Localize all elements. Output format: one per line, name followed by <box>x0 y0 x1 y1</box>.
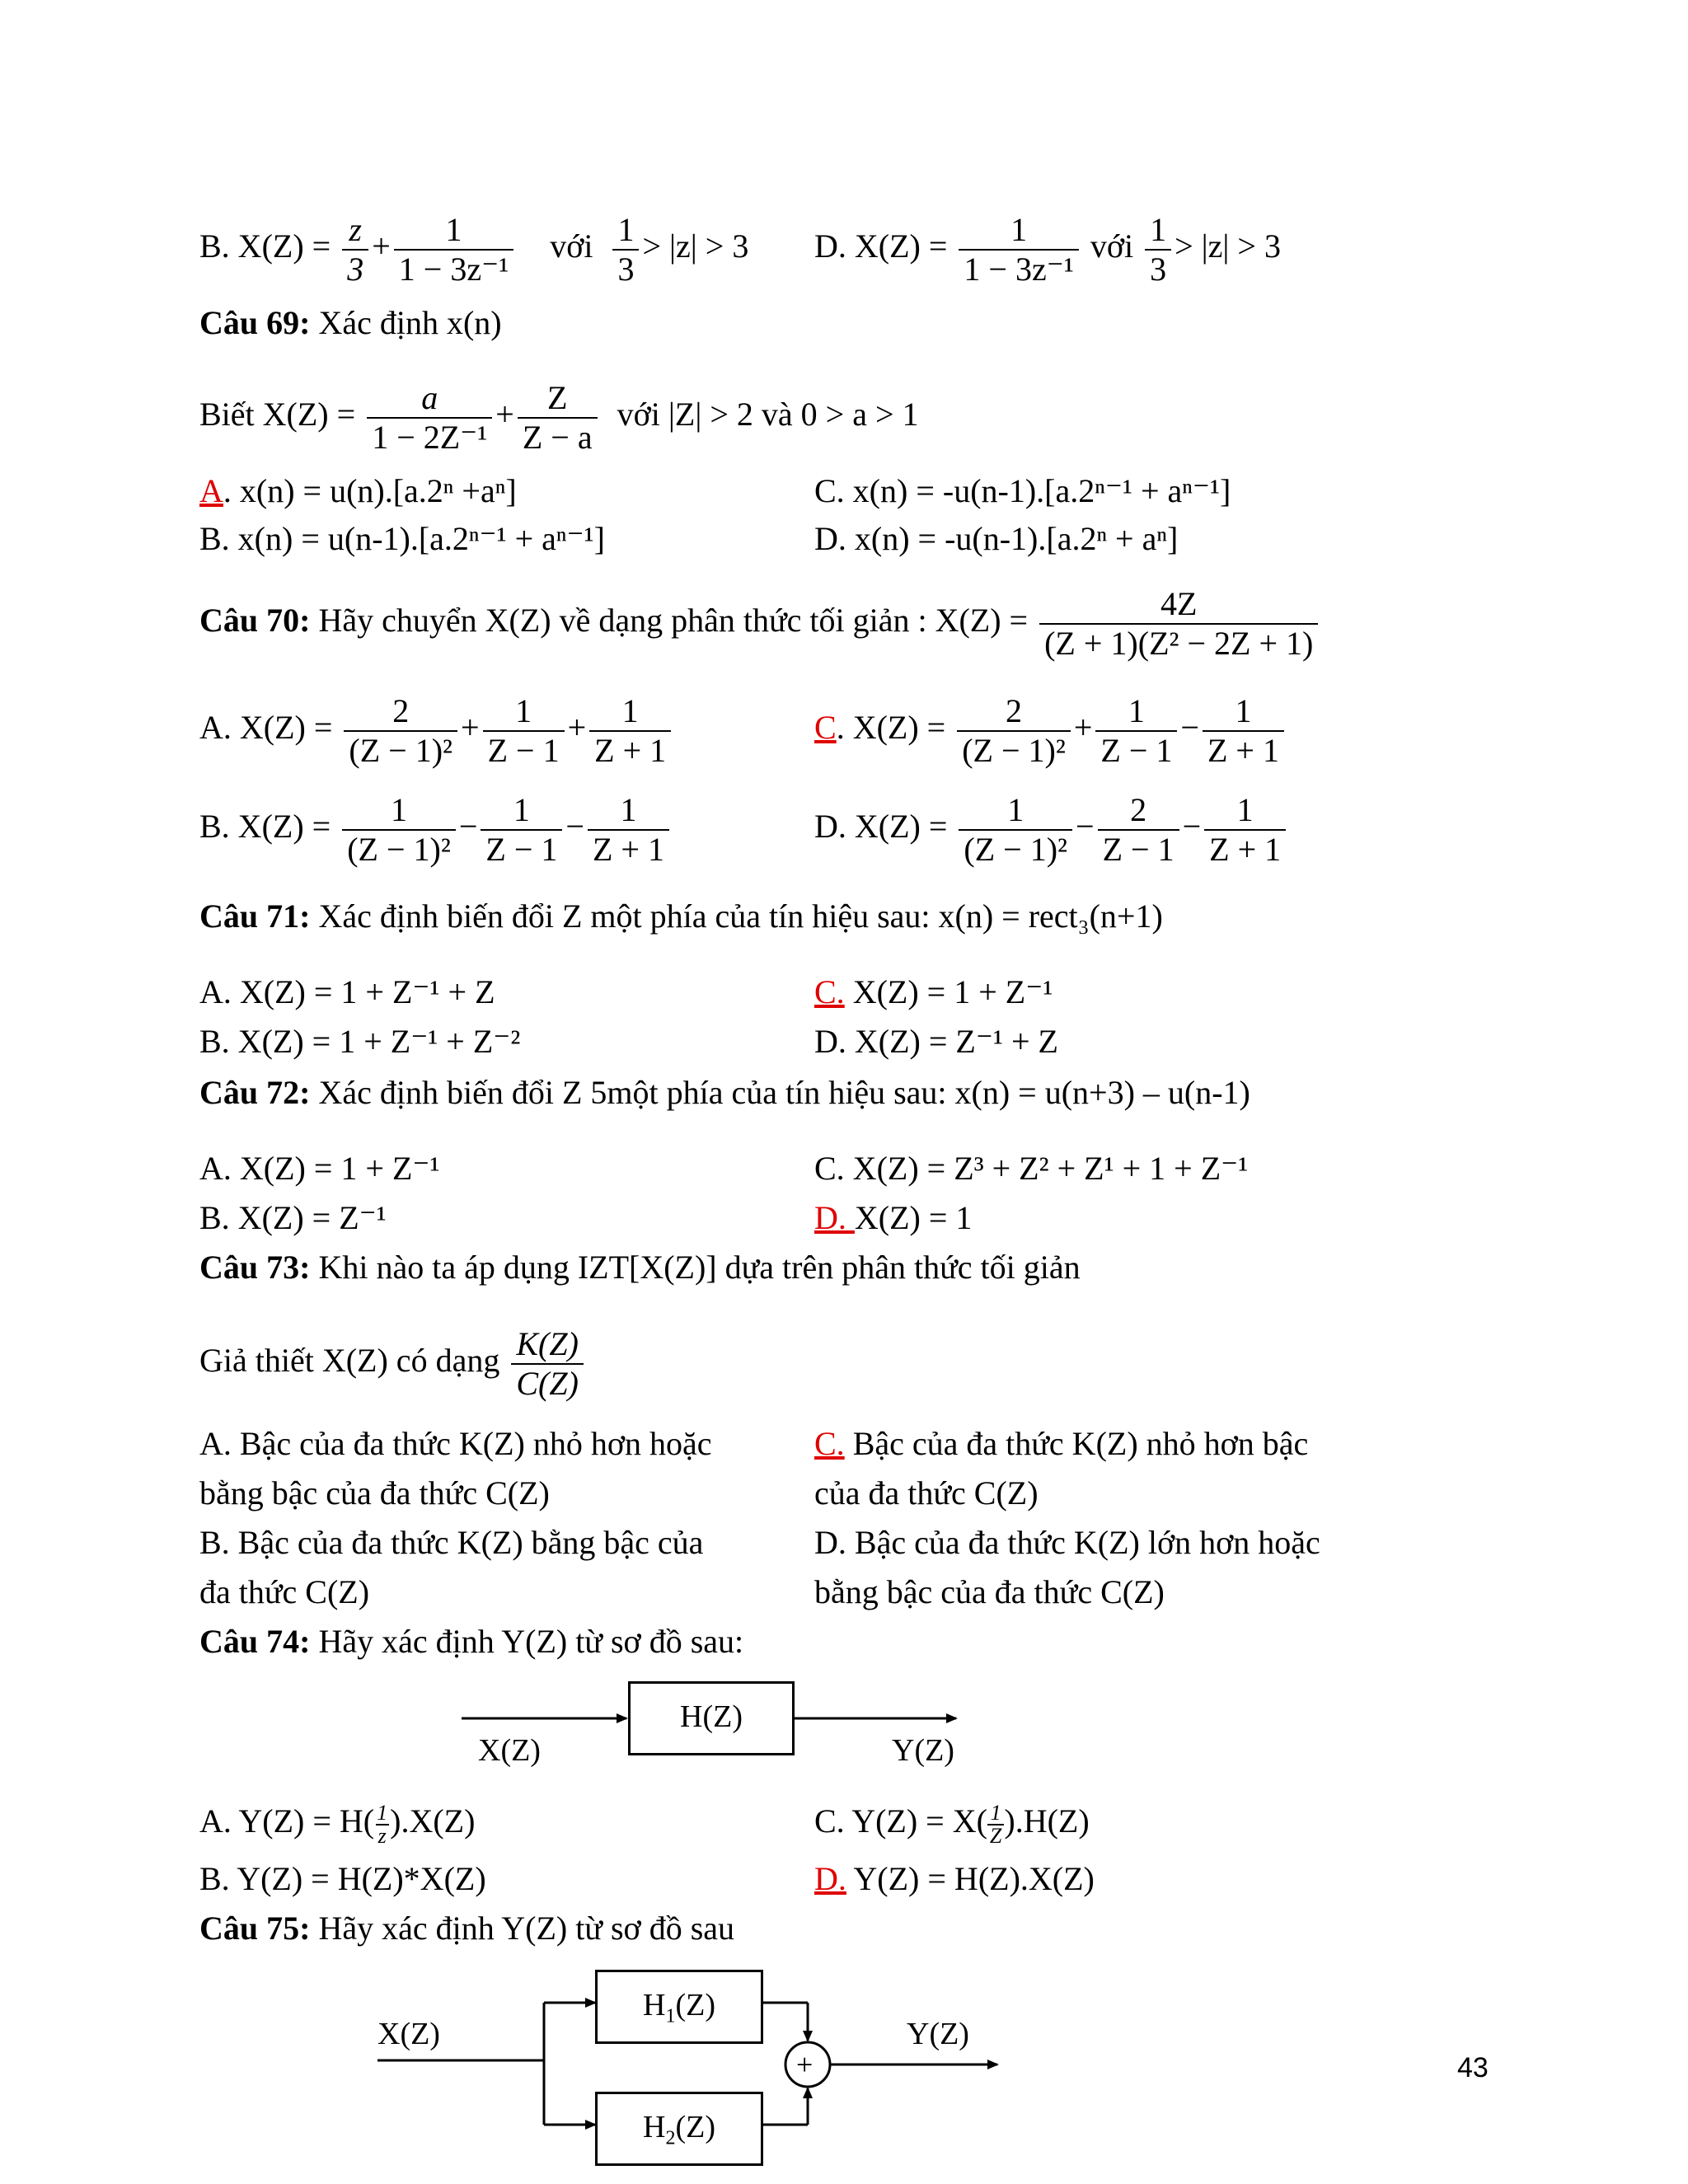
q73-option-a-cont: bằng bậc của đa thức C(Z) <box>199 1474 550 1511</box>
q70-option-d[interactable]: D. X(Z) = $\frac{1}{\text{(Z − 1)²}}$ − $\frac{2}{Z - 1}$ − $\frac{1}{Z + 1}$ <box>814 793 1289 867</box>
q70-option-b[interactable]: B. X(Z) = $\frac{1}{\text{(Z − 1)²}}$ − $\frac{1}{Z - 1}$ − $\frac{1}{Z + 1}$ <box>199 793 673 867</box>
q70-option-a[interactable]: A. X(Z) = $\frac{2}{\text{(Z − 1)²}}$ + $\frac{1}{Z - 1}$ + $\frac{1}{Z + 1}$ <box>199 694 674 768</box>
q72-option-b[interactable]: B. X(Z) = Z⁻¹ <box>199 1199 387 1236</box>
q72-heading: Câu 72: Xác định biến đổi Z 5một phía của tín hiệu sau: x(n) = u(n+3) – u(n-1) <box>199 1074 1250 1111</box>
q71-option-a[interactable]: A. X(Z) = 1 + Z⁻¹ + Z <box>199 973 495 1010</box>
q74-option-a[interactable]: A. Y(Z) = H( $\frac{1}{z}$ ).X(Z) <box>199 1800 476 1848</box>
q75-sum-sign: + <box>796 2048 814 2081</box>
page-number: 43 <box>1457 2052 1489 2083</box>
q73-heading: Câu 73: Khi nào ta áp dụng IZT[X(Z)] dựa trên phân thức tối giản <box>199 1249 1081 1286</box>
q69-option-c[interactable]: C. x(n) = -u(n-1).[a.2ⁿ⁻¹ + aⁿ⁻¹] <box>814 472 1231 509</box>
q74-option-d[interactable]: D. Y(Z) = H(Z).X(Z) <box>814 1860 1095 1897</box>
q73-option-d[interactable]: D. Bậc của đa thức K(Z) lớn hơn hoặc <box>814 1524 1320 1561</box>
q70-heading: Câu 70: Hãy chuyển X(Z) về dạng phân thức tối giản : X(Z) = $\frac{4Z}{\text{(Z + 1)(Z² − 2Z + 1)}}$ <box>199 587 1321 661</box>
q72-option-c[interactable]: C. X(Z) = Z³ + Z² + Z¹ + 1 + Z⁻¹ <box>814 1150 1249 1187</box>
q74-heading: Câu 74: Hãy xác định Y(Z) từ sơ đồ sau: <box>199 1623 744 1660</box>
q75-h1-block: $H_1(Z)$ <box>595 1970 763 2044</box>
q69-option-d[interactable]: D. x(n) = -u(n-1).[a.2ⁿ + aⁿ] <box>814 520 1179 557</box>
q73-option-b-cont: đa thức C(Z) <box>199 1573 370 1610</box>
q74-input-label: X(Z) <box>478 1733 541 1768</box>
q75-heading: Câu 75: Hãy xác định Y(Z) từ sơ đồ sau <box>199 1910 735 1947</box>
q74-output-label: Y(Z) <box>892 1733 954 1768</box>
q73-option-c[interactable]: C. Bậc của đa thức K(Z) nhỏ hơn bậc <box>814 1425 1309 1462</box>
q73-given: Giả thiết X(Z) có dạng $\frac{K(Z)}{C(Z)}$ <box>199 1327 587 1401</box>
q73-option-b[interactable]: B. Bậc của đa thức K(Z) bằng bậc của <box>199 1524 704 1561</box>
q71-heading: Câu 71: Xác định biến đổi Z một phía của tín hiệu sau: x(n) = rect₃(n+1) <box>199 898 1163 935</box>
q72-option-d[interactable]: D. X(Z) = 1 <box>814 1199 973 1236</box>
q68-option-d: D. X(Z) = $\frac{1}{\text{1 − 3z⁻¹}}$ với $\frac{1}{3}$ > |z| > 3 <box>814 211 1281 288</box>
q72-option-a[interactable]: A. X(Z) = 1 + Z⁻¹ <box>199 1150 440 1187</box>
q68-option-b: B. X(Z) = $\frac{z}{3}$ + $\frac{1}{\text{1 − 3z⁻¹}}$ với $\frac{1}{3}$ > |z| > 3 <box>199 211 749 288</box>
q75-h2-block: $H_2(Z)$ <box>595 2092 763 2166</box>
q69-option-a[interactable]: A. x(n) = u(n).[a.2ⁿ +aⁿ] <box>199 472 517 509</box>
q73-option-c-cont: của đa thức C(Z) <box>814 1474 1039 1511</box>
q69-option-b[interactable]: B. x(n) = u(n-1).[a.2ⁿ⁻¹ + aⁿ⁻¹] <box>199 520 605 557</box>
q71-option-d[interactable]: D. X(Z) = Z⁻¹ + Z <box>814 1023 1058 1060</box>
q75-output-label: Y(Z) <box>907 2017 969 2051</box>
q74-option-c[interactable]: C. Y(Z) = X( $\frac{1}{Z}$ ).H(Z) <box>814 1800 1090 1848</box>
q75-input-label: X(Z) <box>377 2017 440 2051</box>
q73-option-a[interactable]: A. Bậc của đa thức K(Z) nhỏ hơn hoặc <box>199 1425 712 1462</box>
q73-option-d-cont: bằng bậc của đa thức C(Z) <box>814 1573 1165 1610</box>
q69-heading: Câu 69: Xác định x(n) <box>199 304 502 341</box>
q71-option-b[interactable]: B. X(Z) = 1 + Z⁻¹ + Z⁻² <box>199 1023 521 1060</box>
q74-h-block: H(Z) <box>628 1681 795 1755</box>
q69-given: Biết X(Z) = $\frac{a}{\text{1 − 2Z⁻¹}}$ + $\frac{Z}{Z - a}$ với |Z| > 2 và 0 > a > 1 <box>199 379 919 456</box>
q71-option-c[interactable]: C. X(Z) = 1 + Z⁻¹ <box>814 973 1053 1010</box>
q74-option-b[interactable]: B. Y(Z) = H(Z)*X(Z) <box>199 1860 486 1897</box>
q70-option-c[interactable]: C. X(Z) = $\frac{2}{\text{(Z − 1)²}}$ + $\frac{1}{Z - 1}$ − $\frac{1}{Z + 1}$ <box>814 694 1287 768</box>
